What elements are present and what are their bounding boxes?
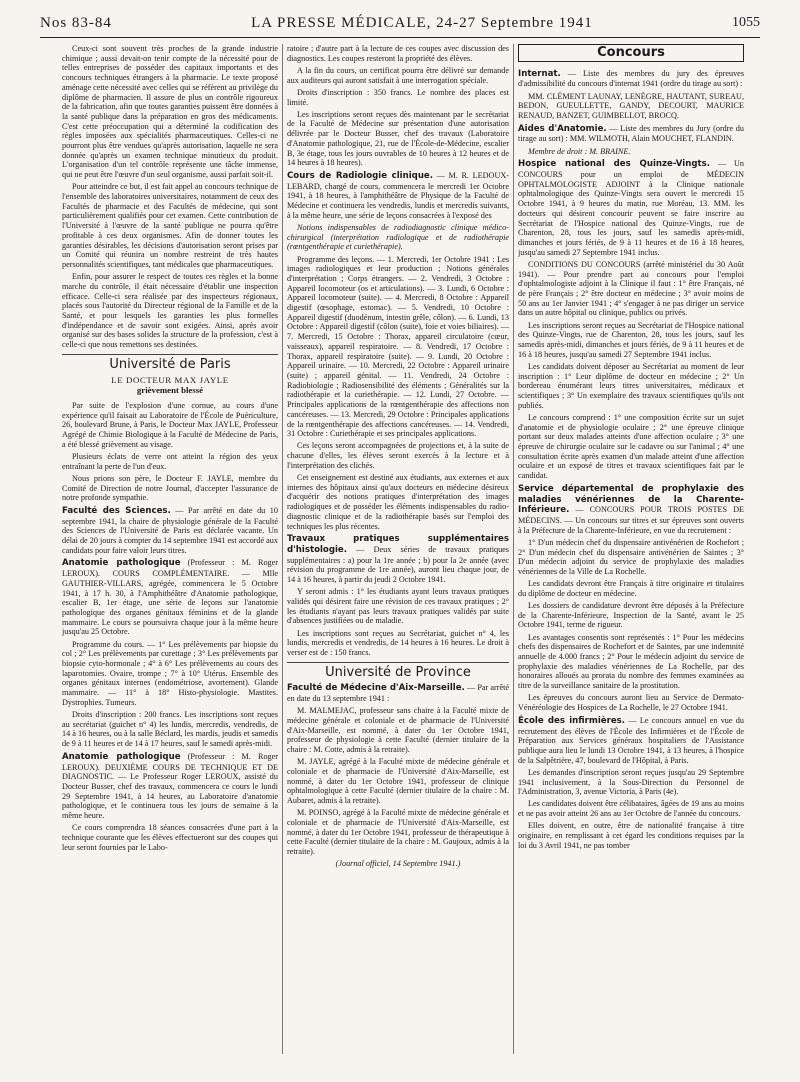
notice-heading: Faculté des Sciences. [62, 505, 171, 516]
notice-heading: Anatomie pathologique [62, 558, 181, 569]
notice-text: (Professeur : M. Roger LEROUX). COURS COMPLÉMENTAIRE. — Mlle GAUTHIER-VILLARS, agrégée, commencera le 5 Octobre 1941, à 17 h. 30, à l'Amphithéâtre d'Anatomie pathologique, escalier B, 1er étage, une série de leçons sur l'anatomie pathologique des organes génitaux féminins et de la glande mammaire. Le cours se poursuivra chaque jour à la même heure jusqu'au 25 Octobre. [62, 558, 278, 637]
article-headline: LE DOCTEUR MAX JAYLE [111, 374, 229, 385]
notice-heading: Cours de Radiologie clinique. [287, 170, 434, 181]
paragraph: M. JAYLE, agrégé à la Faculté mixte de médecine générale et coloniale et de pharmacie de l'Université d'Aix-Marseille, est nommé, à dater du 1er Octobre 1941, professeur de clinique ophtalmologique à cette Faculté (dernier titulaire de la chaire : M. Aubaret, admis à la retraite). [287, 757, 509, 806]
column-right [518, 44, 744, 1064]
paragraph: Nous prions son père, le Docteur F. JAYLE, membre du Comité de Direction de notre Journal, d'accepter l'assurance de notre profonde sympathie. [62, 473, 278, 503]
notice-quinze-vingts [518, 159, 744, 257]
paragraph: Les candidates doivent être célibataires, âgées de 19 ans au moins et ne pas avoir atteint 26 ans au 1er Octobre de l'année du concours. [518, 799, 744, 819]
notice-text: — Liste des membres du Jury (ordre du tirage au sort) : MM. WILMOTH, Alain MOUCHET, FLANDIN. [518, 123, 744, 144]
paragraph: Les avantages consentis sont représentés : 1° Pour les médecins chefs des dispensaires de Rochefort et de Saintes, par une indemnité annuelle de 4.000 francs ; 2° Pour le médecin adjoint du service de prophylaxie des maladies vénériennes de La Rochelle, par des honoraires alloués au prorata du nombre des femmes examinées au titre de la surveillance sanitaire de la prostitution. [518, 632, 744, 691]
paragraph: Y seront admis : 1° les étudiants ayant leurs travaux pratiques validés qui désirent faire une révision de ces travaux pratiques ; 2° les étudiants n'ayant pas leurs travaux pratiques validés par suite d'absences justifiées ou de maladie. [287, 587, 509, 626]
notice-internat [518, 69, 744, 89]
notice-text: — Deux séries de travaux pratiques supplémentaires : a) pour la 1re année ; b) pour la 2e année (avec révision du programme de 1re année), auront lieu chaque jour, de 14 à 16 heures, à partir du jeudi 2 Octobre 1941. [287, 544, 509, 585]
paragraph: Les candidats devront être Français à titre originaire et titulaires du diplôme de docteur en médecine. [518, 579, 744, 598]
paragraph: Elles doivent, en outre, être de nationalité française à titre originaire, en remplissant à cet égard les conditions requises par la loi du 3 Avril 1941, ne pas tomber [518, 821, 744, 850]
paragraph: Ce cours comprendra 18 séances consacrées d'une part à la technique courante que les élèves effectueront sur des coupes qui leur seront fournies par le Labo- [62, 823, 278, 852]
page-number: 1055 [731, 15, 760, 30]
section-title-universite-province: Université de Province [287, 662, 509, 678]
notice-anatomie-2 [62, 752, 278, 821]
notice-travaux-pratiques [287, 534, 509, 585]
column-left [62, 44, 278, 1064]
paragraph: 1° D'un médecin chef du dispensaire antivénérien de Rochefort ; 2° D'un médecin chef du dispensaire antivénérien de Saintes ; 3° D'un médecin adjoint du service de prophylaxie des maladies vénériennes de la Ville de La Rochelle. [518, 537, 744, 576]
paragraph: Les épreuves du concours auront lieu au Service de Dermato-Vénéréologie des Hospices de La Rochelle, le 27 Octobre 1941. [518, 693, 744, 713]
paragraph: Les inscriptions seront reçues au Secrétariat de l'Hospice national des Quinze-Vingts, rue de Charenton, 28, tous les jours, sauf les samedis après-midi, dimanches et jours fériés, de 9 à 11 heures et de 16 à 18 heures, jusqu'au samedi 27 Septembre 1941 inclus. [518, 320, 744, 359]
notice-text: — Liste des membres du jury des épreuves d'admissibilité du concours d'internat 1941 (ordre du tirage au sort) : [518, 68, 744, 89]
notice-faculte-sciences [62, 506, 278, 556]
notice-heading: Internat. [518, 68, 561, 79]
paragraph: Plusieurs éclats de verre ont atteint la région des yeux entraînant la perte de l'un d'eux. [62, 451, 278, 471]
paragraph: Droits d'inscription : 200 francs. Les inscriptions sont reçues au secrétariat (guichet n° 4) les lundis, mercredis, vendredis, de 14 à 16 heures, ou à la salle Béclard, les mardis, jeudis et samedis de 9 à 11 heures et de 14 à 17 heures, sauf le samedi après-midi. [62, 710, 278, 749]
paragraph: Ces leçons seront accompagnées de projections et, à la suite de chacune d'elles, les élèves seront exercés à la lecture et à l'interprétation des clichés. [287, 441, 509, 470]
notice-text: (Professeur : M. Roger LEROUX). DEUXIÈME COURS DE TECHNIQUE ET DE DIAGNOSTIC. — Le Professeur Roger LEROUX, assisté du Docteur Busser, chef des travaux, commencera ce cours le lundi 29 Septembre 1941, à 14 heures, au Laboratoire d'anatomie pathologique, et le continuera tous les jours de semaine à la même heure. [62, 751, 278, 821]
paragraph: CONDITIONS DU CONCOURS (arrêté ministériel du 30 Août 1941). — Pour prendre part au concours pour l'emploi d'ophtalmologiste adjoint à la Clinique il faut : 1° être Français, né de père Français ; 2° être docteur en médecine ; 3° avoir moins de 50 ans au 1er Janvier 1941 ; 4° s'engager à ne pas diriger un service dans un autre hôpital ou clinique, publics ou privés. [518, 259, 744, 318]
section-title-universite-paris: Université de Paris [62, 354, 278, 370]
column-separator [513, 44, 514, 1054]
paragraph: Notions indispensables de radiodiagnostic clinique médico-chirurgical (interprétation radiologique et de radiothérapie (rœntgenthérapie et curiethérapie). [287, 222, 509, 252]
notice-text: — Le concours annuel en vue du recrutement des élèves de l'École des Infirmières et de l'École de Préparation aux Services généraux hospitaliers de l'Assistance publique aura lieu le lundi 13 Octobre 1941, à 13 heures, à l'hospice de la Salpêtrière, 47, boulevard de l'Hôpital, à Paris. [518, 715, 744, 765]
paragraph: Cet enseignement est destiné aux étudiants, aux externes et aux internes des hôpitaux ainsi qu'aux docteurs en médecine désireux d'acquérir des notions pratiques d'interprétation des images radiologiques et de posséder les éléments indispensables du radio-diagnostic clinique et de la radiothérapie basés sur l'emploi des techniques les plus récentes. [287, 473, 509, 531]
paragraph: Pour atteindre ce but, il est fait appel au concours technique de l'ensemble des laboratoires universitaires, notamment de ceux des Facultés de pharmacie et des Facultés de médecine, qui sont particulièrement qualifiés pour cet examen. Cette contribution de l'Université à l'œuvre de la santé publique ne pourra qu'être profitable à ces deux organismes. Afin de donner toutes les garanties désirables, les décisions d'autorisation seront prises par un Comité qui réunira un nombre restreint de très hautes personnalités scientifiques, tant médicales que pharmaceutiques. [62, 182, 278, 269]
paragraph: ratoire ; d'autre part à la lecture de ces coupes avec discussion des diagnostics. Les coupes resteront la propriété des élèves. [287, 44, 509, 63]
paragraph: Droits d'inscription : 350 francs. Le nombre des places est limité. [287, 87, 509, 107]
notice-heading: Hospice national des Quinze-Vingts. [518, 159, 711, 170]
paragraph: Membre de droit : M. BRAINE. [528, 146, 631, 156]
paragraph: Programme du cours. — 1° Les prélèvements par biopsie du col ; 2° Les prélèvements par curettage ; 3° Les prélèvements par biopsie cyto-hormonale ; 4° à 6° Les prélèvements au cours des laparotomies. Ovaire, trompe ; 7° à 10° Utérus. Ensemble des organes génitaux internes (endométriose, avortement). Glande mammaire. — 11° à 18° Histo-physiologie. Mastites. Dystrophies. Tumeurs. [62, 639, 278, 707]
notice-radiologie [287, 171, 509, 221]
notice-heading: Faculté de Médecine d'Aix-Marseille. [287, 683, 465, 694]
notice-text: — M. R. LEDOUX-LEBARD, chargé de cours, commencera le mercredi 1er Octobre 1941, à 18 heures, à l'amphithéâtre de Physique de la Faculté de Médecine et continuera les vendredis, lundis et mercredis suivants, à la même heure, une série de leçons consacrées à l'exposé des [287, 170, 509, 220]
notice-heading: Service départemental de prophylaxie des maladies vénériennes de la Charente-Inférieure. [518, 483, 744, 516]
notice-heading: Aides d'Anatomie. [518, 123, 607, 134]
notice-heading: Anatomie pathologique [62, 751, 181, 762]
issue-number: Nos 83-84 [40, 14, 112, 31]
source-citation: (Journal officiel, 14 Septembre 1941.) [335, 859, 461, 869]
notice-anatomie-1 [62, 558, 278, 637]
paragraph: Les inscriptions seront reçues dès maintenant par le secrétariat de la Faculté de Médecine sur présentation d'une autorisation délivrée par le Docteur Busser, chef des travaux (Laboratoire d'Anatomie pathologique, 21, rue de l'École-de-Médecine, escalier B, 3e étage, tous les jours ouvrables de 10 heures à 12 heures et de 14 heures à 18 heures). [287, 109, 509, 168]
notice-heading: École des infirmières. [518, 715, 626, 726]
paragraph: Programme des leçons. — 1. Mercredi, 1er Octobre 1941 : Les images radiologiques et leur production ; Notions générales d'interprétation ; Corps étrangers. — 2. Vendredi, 3 Octobre : Appareil locomoteur (os et articulations). — 3. Lundi, 6 Octobre : Appareil locomoteur (suite). — 4. Mercredi, 8 Octobre : Appareil digestif (œsophage, estomac). — 5. Vendredi, 10 Octobre : Appareil digestif (duodénum, intestin grêle, côlon). — 6. Lundi, 13 Octobre : Appareil digestif (côlon (suite), foie et voies biliaires). — 7. Mercredi, 15 Octobre : Thorax, appareil circulatoire (cœur, vaisseaux), appareil respiratoire. — 8. Vendredi, 17 Octobre : Thorax, appareil respiratoire (suite). — 9. Lundi, 20 Octobre : Appareil urinaire. — 10. Mercredi, 22 Octobre : Appareil urinaire (suite) ; appareil génital. — 11. Vendredi, 24 Octobre : Radiobiologie ; Radiosensibilité des éléments ; Généralités sur la radiothérapie et la curiethérapie. — 12. Lundi, 27 Octobre. — Principales applications de la rœntgenthérapie des affections non cancéreuses. — 13. Mercredi, 29 Octobre : Principales applications de la rœntgenthérapie des affections cancéreuses. — 14. Vendredi, 31 Octobre : Curiethérapie et ses principales applications. [287, 254, 509, 439]
notice-ecole-infirmieres [518, 716, 744, 766]
paragraph: M. MALMEJAC, professeur sans chaire à la Faculté mixte de médecine générale et coloniale et de pharmacie de l'Université d'Aix-Marseille, est nommé, à dater du 1er Octobre 1941, professeur de physiologie à cette Faculté (dernier titulaire de la chaire : M. Cotte, admis à la retraite). [287, 706, 509, 755]
paragraph: Par suite de l'explosion d'une cornue, au cours d'une expérience qu'il faisait au Laboratoire de l'École de Puériculture, 26, boulevard Brune, à Paris, le Docteur Max JAYLE, Professeur Agrégé de Chimie Biologique à la Faculté de Médecine de Paris, a été blessé grièvement au visage. [62, 400, 278, 449]
column-separator [282, 44, 283, 1054]
header-rule [40, 37, 760, 38]
section-title-concours: Concours [518, 44, 744, 62]
page-header [40, 10, 760, 36]
paragraph: Les candidats doivent déposer au Secrétariat au moment de leur inscription : 1° Leur diplôme de docteur en médecine ; 2° Un bordereau énumérant leurs titres universitaires, médicaux et scientifiques ; 3° Un exemplaire des travaux scientifiques qu'ils ont publiés. [518, 361, 744, 410]
notice-service-prophylaxie [518, 484, 744, 536]
paragraph: Les dossiers de candidature devront être déposés à la Préfecture de la Charente-Inférieure, Inspection de la Santé, avant le 25 Octobre 1941, terme de rigueur. [518, 601, 744, 630]
article-subheadline: grièvement blessé [136, 385, 204, 396]
notice-text: — Par arrêté en date du 13 septembre 1941 : [287, 683, 509, 704]
paragraph: Le concours comprend : 1° une composition écrite sur un sujet d'anatomie et de physiologie oculaire ; 2° une épreuve clinique portant sur deux malades atteints d'une affection oculaire ; 3° une épreuve de chirurgie oculaire sur le cadavre ou sur l'animal ; 4° une consultation écrite après examen d'un malade atteint d'une affection oculaire et un exposé de titres et travaux scientifiques fait par le candidat. [518, 412, 744, 481]
notice-text: — Un CONCOURS pour un emploi de MÉDECIN OPHTALMOLOGISTE ADJOINT à la Clinique nationale ophtalmologique des Quinze-Vingts sera ouvert le mercredi 15 Octobre 1941, à 9 heures du matin, rue Moréau, 13. MM. les docteurs qui désirent concourir peuvent se faire inscrire au Secrétariat de l'Hospice national des Quinze-Vingts, rue de Charenton, 28, tous les jours, sauf les samedis après-midi, dimanches et jours fériés, de 9 à 11 heures et de 16 à 18 heures, jusqu'au samedi 27 Septembre 1941 inclus. [518, 159, 744, 257]
notice-text: — CONCOURS POUR TROIS POSTES DE MÉDECINS. — Un concours sur titres et sur épreuves sont ouverts à la Préfecture de la Charente-Inférieure, en vue du recrutement : [518, 505, 744, 535]
paragraph: MM. CLÉMENT LAUNAY, LENÈGRE, HAUTANT, SUREAU, BEDON, GUEULLETTE, GANDY, DECOURT, MAURICE RENAUD, BANZET, GUIMBELLOT, BROCQ. [518, 91, 744, 121]
paragraph: Les inscriptions sont reçues au Secrétariat, guichet n° 4, les lundis, mercredis et vendredis, de 14 heures à 16 heures. Le droit à verser est de : 150 francs. [287, 628, 509, 657]
paragraph: Les demandes d'inscription seront reçues jusqu'au 29 Septembre 1941 inclusivement, à la Sous-Direction du Personnel de l'Administration, 3, avenue Victoria, à Paris (4e). [518, 767, 744, 797]
notice-heading: Travaux pratiques supplémentaires d'histologie. [287, 534, 509, 555]
paragraph: A la fin du cours, un certificat pourra être délivré sur demande aux auditeurs qui auront satisfait à une interrogation spéciale. [287, 65, 509, 85]
paragraph: M. POINSO, agrégé à la Faculté mixte de médecine générale et coloniale et de pharmacie de l'Université d'Aix-Marseille, est nommé, à dater du 1er Octobre 1941, professeur de thérapeutique à cette Faculté (dernier titulaire de la chaire : M. Gaujoux, admis à la retraite). [287, 808, 509, 857]
journal-title: LA PRESSE MÉDICALE, 24-27 Septembre 1941 [251, 14, 593, 31]
column-middle [287, 44, 509, 1054]
notice-text: — Par arrêté en date du 10 septembre 1941, la chaire de physiologie générale de la Faculté des Sciences de l'Université de Paris est déclarée vacante. Un délai de 20 jours à compter du 14 septembre 1941 est accordé aux candidats pour faire valoir leurs titres. [62, 505, 278, 555]
paragraph: Enfin, pour assurer le respect de toutes ces règles et la bonne marche du contrôle, il était nécessaire d'établir une inspection efficace. Celle-ci sera réalisée par des inspecteurs régionaux, placés sous l'autorité du Directeur régional de la Famille et de la Santé, et pour lesquels les garanties les plus formelles d'indépendance et de savoir sont exigées. Ainsi, après avoir organisé sur des bases solides la structure de la profession, c'est à celle-ci que nous remettons ses destinées. [62, 272, 278, 350]
notice-aix-marseille [287, 683, 509, 703]
paragraph: Ceux-ci sont souvent très proches de la grande industrie chimique ; aussi devait-on tenir compte de la nécessité pour de telles entreprises de posséder des capitaux importants et des concours techniques étrangers à la pharmacie. Le texte proposé aménage cette nécessité avec celles qui se réfèrent au privilège du diplôme de pharmacien. Il assure de plus un contrôle rigoureux de la fabrication, afin que toutes garanties puissent être données à la santé publique dans la préparation en gros des médicaments. C'est cette préoccupation qui a déterminé la codification des règles imposées aux spécialités pharmaceutiques. Celles-ci ne pourront plus être vendues qu'après autorisation, laquelle ne sera donnée qu'après un examen technique minutieux du produit. L'organisation d'un tel contrôle représente une tâche immense, qui ne peut être l'œuvre d'un seul organisme, aussi parfait soit-il. [62, 44, 278, 180]
notice-aides-anatomie [518, 124, 744, 144]
